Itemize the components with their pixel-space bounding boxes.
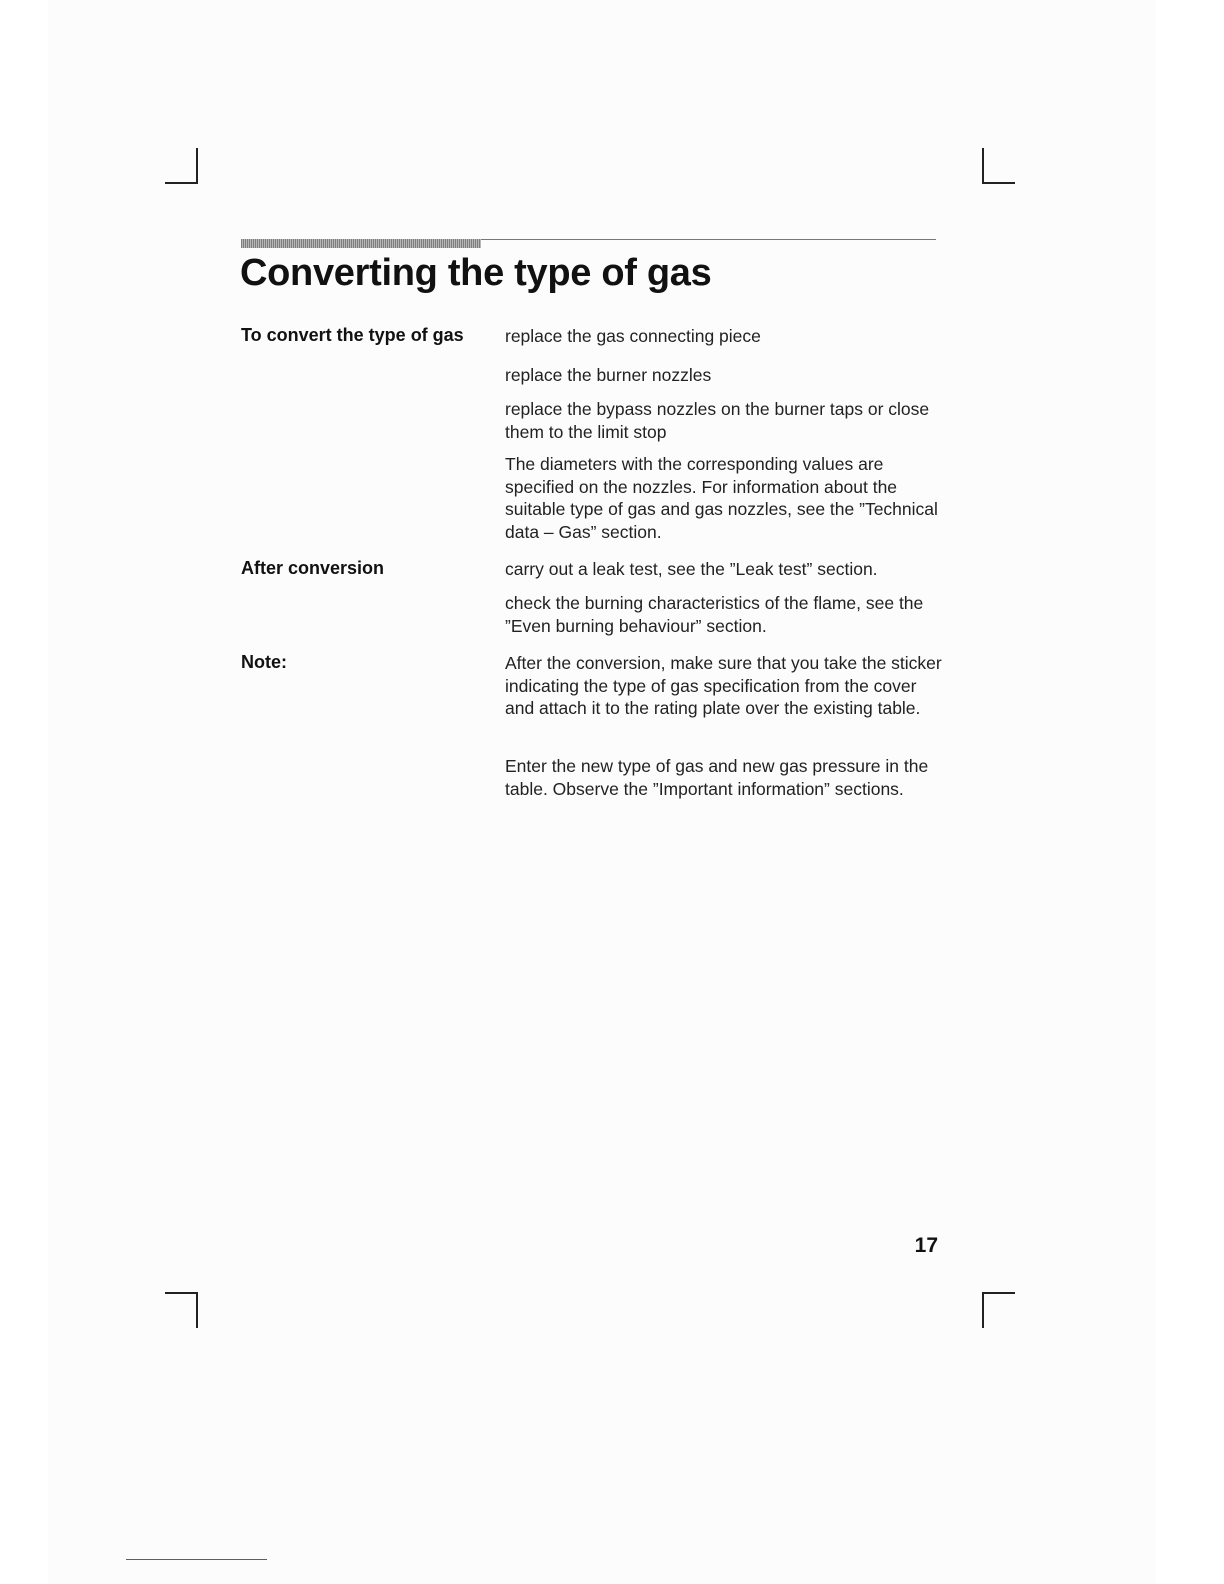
section-label-after-conversion: After conversion <box>241 558 385 578</box>
paragraph-after-2: check the burning characteristics of the flame, see the ”Even burning behaviour” section. <box>505 593 924 636</box>
header-bar <box>241 239 481 248</box>
crop-mark-bottom-left <box>165 1292 198 1328</box>
crop-mark-bottom-right <box>982 1292 1015 1328</box>
bottom-link-underline <box>126 1559 267 1560</box>
crop-mark-top-left <box>165 148 198 184</box>
paragraph-convert-2: replace the burner nozzles <box>505 365 712 385</box>
section-label-note: Note: <box>241 652 287 672</box>
paragraph-note-1: After the conversion, make sure that you take the sticker indicating the type of gas specification from the cover and attach it to the rating plate over the existing table. <box>505 653 942 719</box>
paragraph-after-1: carry out a leak test, see the ”Leak test” section. <box>505 559 878 579</box>
crop-mark-top-right <box>982 148 1015 184</box>
section-label-convert: To convert the type of gas <box>241 325 464 345</box>
page-number: 17 <box>914 1234 938 1257</box>
paragraph-note-2: Enter the new type of gas and new gas pressure in the table. Observe the ”Important information” sections. <box>505 756 929 799</box>
paragraph-convert-4: The diameters with the corresponding values are specified on the nozzles. For information about the suitable type of gas and gas nozzles, see the ”Technical data – Gas” section. <box>505 454 938 543</box>
paragraph-convert-3: replace the bypass nozzles on the burner taps or close them to the limit stop <box>505 399 930 442</box>
paragraph-convert-1: replace the gas connecting piece <box>505 326 761 346</box>
page-title: Converting the type of gas <box>240 252 712 294</box>
